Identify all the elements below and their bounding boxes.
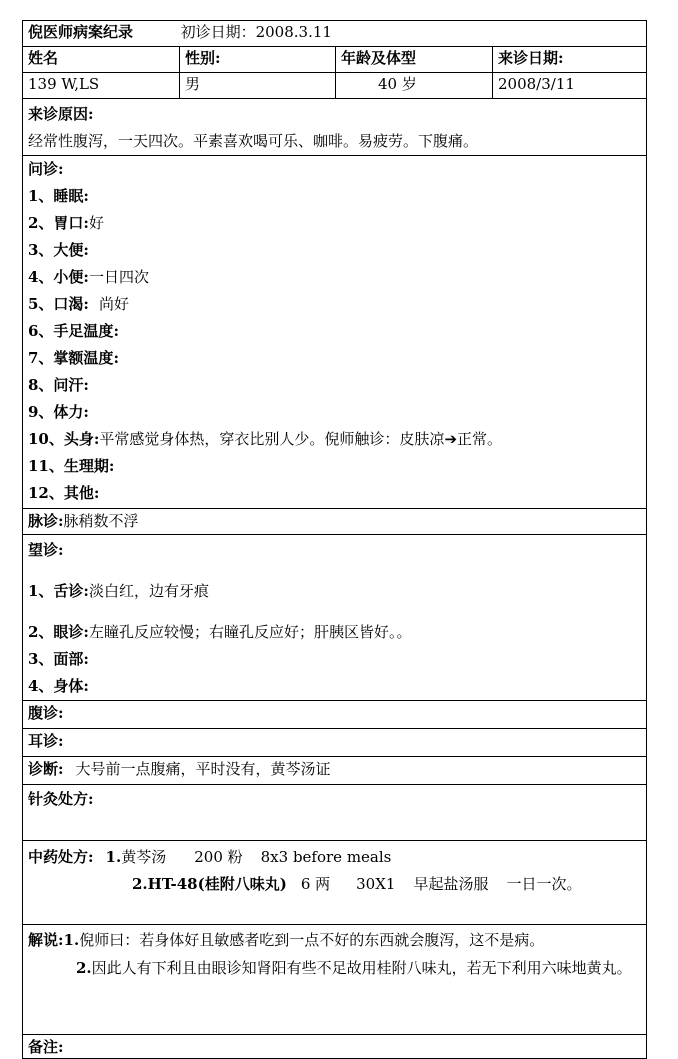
- observation-item: [28, 578, 641, 605]
- rx1-dose: 8x3 before meals: [260, 848, 392, 866]
- abdomen-label: 腹诊:: [28, 704, 64, 722]
- inquiry-item: [28, 426, 641, 453]
- inquiry-item: [28, 291, 641, 318]
- explanation-p2-number: 2.: [76, 959, 92, 977]
- reason-label: 来诊原因:: [28, 105, 94, 123]
- thirst-label: 5、口渴:: [28, 295, 89, 313]
- inquiry-label: 问诊:: [28, 160, 64, 178]
- acupuncture-label: 针灸处方:: [28, 790, 94, 808]
- stamina-label: 9、体力:: [28, 403, 89, 421]
- head-body-label: 10、头身:: [28, 430, 100, 448]
- menstruation-label: 11、生理期:: [28, 457, 115, 475]
- observation-label: 望诊:: [28, 541, 64, 559]
- tongue-label: 1、舌诊:: [28, 582, 89, 600]
- abdomen-row: [23, 701, 647, 729]
- appetite-value: 好: [88, 214, 104, 232]
- rx1-number: 1.: [105, 848, 122, 866]
- palm-forehead-temp-label: 7、掌额温度:: [28, 349, 119, 367]
- rx2-number: 2.: [132, 875, 148, 893]
- visit-date-label: 来诊日期:: [493, 47, 647, 73]
- inquiry-item: [28, 480, 641, 507]
- rx2-frequency: 一日一次。: [506, 875, 582, 893]
- pulse-label: 脉诊:: [28, 512, 64, 530]
- head-body-value: 平常感觉身体热，穿衣比别人少。倪师触诊：皮肤凉: [99, 430, 445, 448]
- patient-gender: 男: [180, 73, 336, 99]
- record-title: 倪医师病案纪录: [28, 23, 134, 41]
- thirst-value: 尚好: [98, 295, 129, 313]
- limb-temp-label: 6、手足温度:: [28, 322, 119, 340]
- herbal-rx-1: [28, 844, 641, 871]
- inquiry-item: [28, 264, 641, 291]
- reason-text: 经常性腹泻，一天四次。平素喜欢喝可乐、咖啡。易疲劳。下腹痛。: [28, 132, 479, 150]
- explanation-p1-number: 1.: [63, 931, 80, 949]
- ear-label: 耳诊:: [28, 732, 64, 750]
- diagnosis-label: 诊断:: [28, 760, 64, 778]
- rx2-amount: 6 两: [300, 875, 331, 893]
- diagnosis-row: [23, 757, 647, 785]
- herbal-rx-2: [28, 871, 641, 898]
- explanation-label: 解说:: [28, 931, 64, 949]
- sleep-label: 1、睡眠:: [28, 187, 89, 205]
- eye-value: 左瞳孔反应较慢；右瞳孔反应好；肝胰区皆好。。: [88, 623, 412, 641]
- stool-label: 3、大便:: [28, 241, 89, 259]
- rx2-qty: 30X1: [356, 875, 396, 893]
- eye-label: 2、眼诊:: [28, 623, 89, 641]
- explanation-row: [23, 925, 647, 1035]
- first-visit-date: 2008.3.11: [255, 23, 332, 41]
- herbal-label: 中药处方:: [28, 848, 94, 866]
- inquiry-item: [28, 183, 641, 210]
- first-visit-label: 初诊日期：: [180, 23, 256, 41]
- tongue-value: 淡白红，边有牙痕: [88, 582, 209, 600]
- explanation-p1: 倪师曰：若身体好且敏感者吃到一点不好的东西就会腹泻，这不是病。: [79, 931, 545, 949]
- urine-value: 一日四次: [88, 268, 149, 286]
- face-label: 3、面部:: [28, 650, 89, 668]
- inquiry-item: [28, 210, 641, 237]
- inquiry-item: [28, 453, 641, 480]
- rx1-amount: 200 粉: [194, 848, 243, 866]
- inquiry-item: [28, 345, 641, 372]
- inquiry-item: [28, 237, 641, 264]
- info-header-row: [23, 47, 647, 73]
- patient-age: 40 岁: [336, 73, 493, 99]
- acupuncture-row: [23, 785, 647, 841]
- herbal-row: [23, 841, 647, 925]
- body-label: 4、身体:: [28, 677, 89, 695]
- pulse-row: [23, 509, 647, 535]
- diagnosis-text: 大号前一点腹痛，平时没有，黄芩汤证: [75, 760, 331, 778]
- name-label: 姓名: [23, 47, 180, 73]
- inquiry-item: [28, 399, 641, 426]
- medical-record-page: [22, 20, 646, 1059]
- explanation-p2: 因此人有下利且由眼诊知肾阳有些不足故用桂附八味丸，若无下利用六味地黄丸。: [91, 959, 632, 977]
- gender-label: 性别:: [180, 47, 336, 73]
- observation-row: [23, 535, 647, 701]
- inquiry-item: [28, 372, 641, 399]
- arrow-right-icon: ➔: [444, 430, 458, 448]
- ear-row: [23, 729, 647, 757]
- urine-label: 4、小便:: [28, 268, 89, 286]
- age-label: 年龄及体型: [336, 47, 493, 73]
- inquiry-row: [23, 156, 647, 509]
- inquiry-item: [28, 318, 641, 345]
- info-value-row: [23, 73, 647, 99]
- title-row: [23, 21, 647, 47]
- rx1-name: 黄芩汤: [121, 848, 167, 866]
- rx2-instruction: 早起盐汤服: [413, 875, 489, 893]
- notes-label: 备注:: [28, 1038, 64, 1056]
- observation-item: [28, 619, 641, 646]
- other-label: 12、其他:: [28, 484, 100, 502]
- medical-record-table: [22, 20, 647, 1059]
- rx2-name: HT-48(桂附八味丸): [147, 875, 287, 893]
- reason-row: [23, 99, 647, 156]
- patient-name: 139 W,LS: [23, 73, 180, 99]
- notes-row: [23, 1035, 647, 1059]
- head-body-value-after: 正常。: [457, 430, 503, 448]
- appetite-label: 2、胃口:: [28, 214, 89, 232]
- sweat-label: 8、问汗:: [28, 376, 89, 394]
- visit-date: 2008/3/11: [493, 73, 647, 99]
- pulse-text: 脉稍数不浮: [63, 512, 139, 530]
